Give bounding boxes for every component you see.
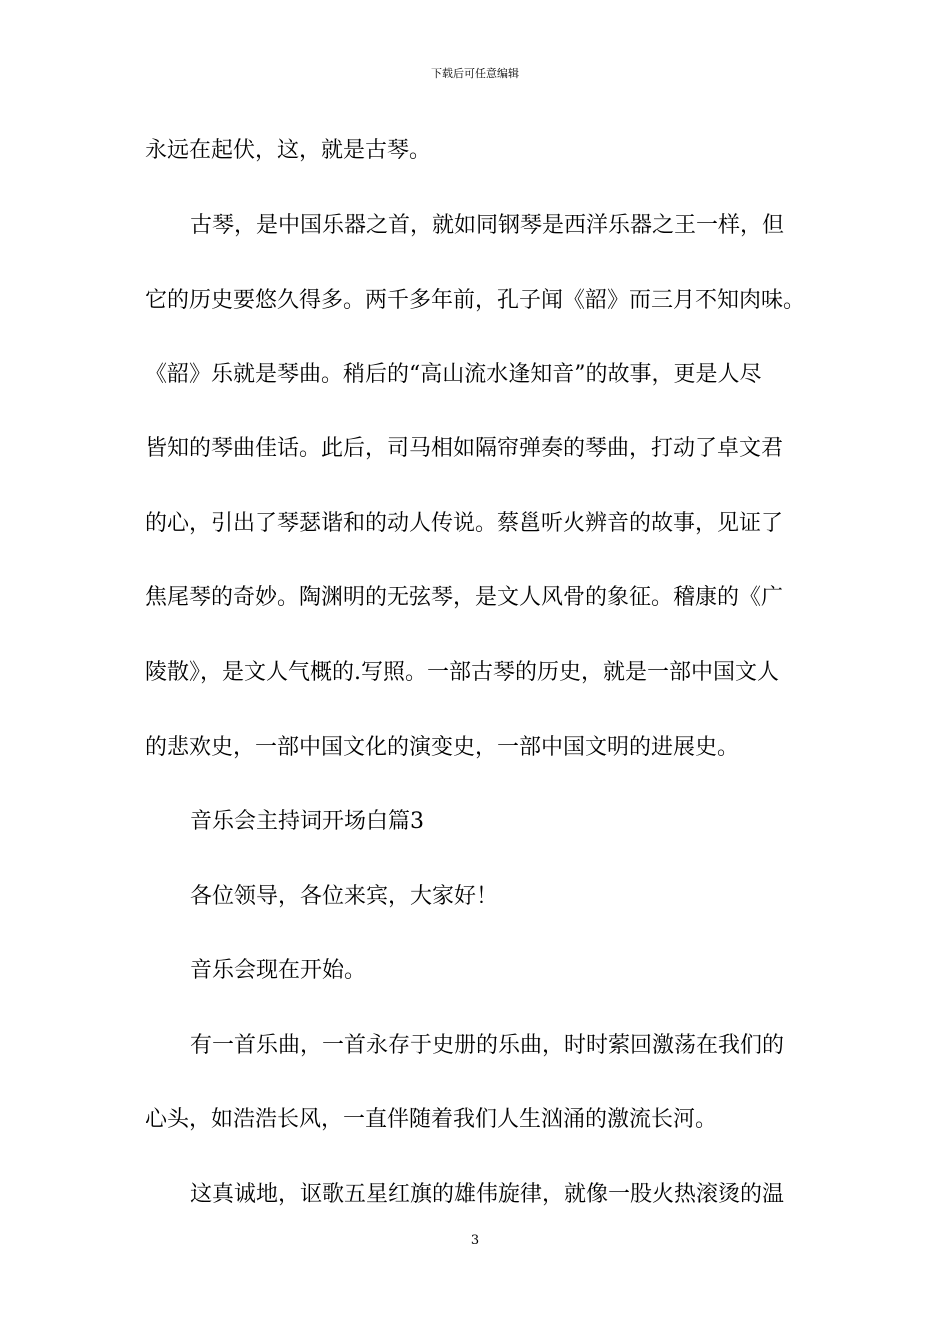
text-line: 焦尾琴的奇妙。陶渊明的无弦琴，是文人风骨的象征。稽康的《广: [145, 585, 784, 610]
text-line: 的悲欢史，一部中国文化的演变史，一部中国文明的进展史。: [145, 735, 740, 760]
opening-line: 音乐会现在开始。: [190, 958, 367, 983]
text-line: 《韶》乐就是琴曲。稍后的“高山流水逢知音”的故事，更是人尽: [145, 362, 762, 387]
paragraph-first-line: 这真诚地，讴歌五星红旗的雄伟旋律，就像一股火热滚烫的温: [190, 1182, 785, 1207]
section-heading: 音乐会主持词开场白篇3: [190, 809, 424, 834]
text-line: 永远在起伏，这，就是古琴。: [145, 138, 432, 163]
paragraph-first-line: 古琴，是中国乐器之首，就如同钢琴是西洋乐器之王一样，但: [190, 213, 785, 238]
text-line: 皆知的琴曲佳话。此后，司马相如隔帘弹奏的琴曲，打动了卓文君: [145, 436, 784, 461]
paragraph-first-line: 有一首乐曲，一首永存于史册的乐曲，时时萦回激荡在我们的: [190, 1033, 785, 1058]
greeting-line: 各位领导，各位来宾，大家好！: [190, 884, 499, 909]
text-line: 的心，引出了琴瑟谐和的动人传说。蔡邕听火辨音的故事，见证了: [145, 511, 784, 536]
text-line: 它的历史要悠久得多。两千多年前，孔子闻《韶》而三月不知肉味。: [145, 288, 806, 313]
page-number: 3: [470, 1233, 480, 1248]
text-line: 心头，如浩浩长风，一直伴随着我们人生汹涌的激流长河。: [145, 1107, 718, 1132]
page-header: 下载后可任意编辑: [431, 67, 519, 80]
text-line: 陵散》，是文人气概的.写照。一部古琴的历史，就是一部中国文人: [145, 660, 779, 685]
